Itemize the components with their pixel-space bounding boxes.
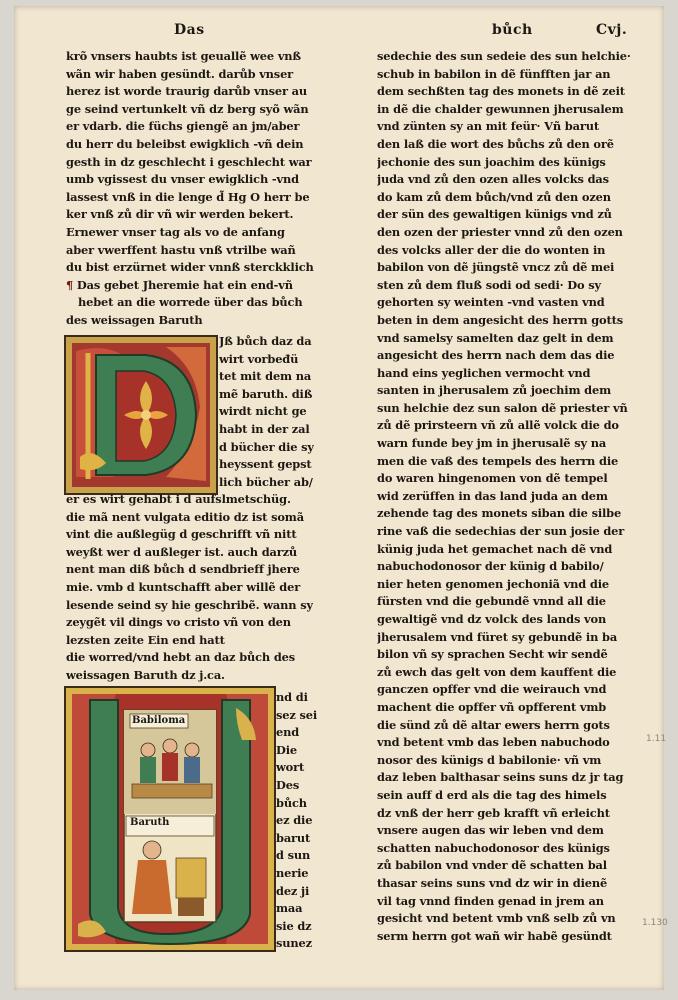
text-line: den ozen der priester vnnd zů den ozen [377, 224, 623, 239]
text-line: bůch [276, 795, 307, 810]
text-line: sun helchie dez sun salon dẽ priester vñ [377, 400, 628, 415]
text-line: nd di [276, 690, 308, 704]
text-line: dz vnß der herr geb krafft vñ erleicht [377, 805, 610, 820]
text-line: die worred/vnd hebt an daz bůch des [66, 650, 296, 665]
text-line: Jß bůch daz da [219, 334, 312, 348]
text-line: Ernewer vnser tag als vo de anfang [66, 224, 285, 239]
text-line: gesicht vnd betent vmb vnß selb zů vn [377, 911, 616, 926]
text-line: warn funde bey jm in jherusalẽ sy na [377, 436, 607, 451]
text-line: ge seind vertunkelt vñ dz berg syõ wãn [66, 101, 309, 116]
text-line: zehende tag des monets siban die silbe [377, 506, 622, 521]
text-line: hand eins yeglichen vermocht vnd [377, 365, 591, 380]
rubric-line [66, 277, 314, 295]
text-line: gesth in dz geschlecht i geschlecht war [66, 154, 312, 169]
text-line: machent die opffer vñ opfferent vmb [377, 699, 607, 714]
decorated-initial-d [64, 335, 218, 495]
text-line: er es wirt gehabt i d aufslmetschüg. [66, 492, 291, 506]
text-line: herez ist worde traurig darůb vnser au [66, 84, 307, 99]
text-line: barut [276, 830, 311, 845]
text-line: do kam zů dem bůch/vnd zů den ozen [377, 189, 611, 204]
text-line: die mã nent vulgata editio dz ist somã [66, 509, 304, 524]
text-beside-initial [219, 333, 314, 491]
text-line: vnd zünten sy an mit feür· Vñ barut [377, 119, 599, 134]
text-line: jechonie des sun joachim des künigs [377, 154, 606, 169]
text-line: beten in dem angesicht des herrn gotts [377, 312, 623, 327]
text-line: wãn wir haben gesündt. darůb vnser [66, 66, 294, 81]
text-line: aber vwerffent hastu vnß vtrilbe wañ [66, 242, 296, 257]
text-line: lassest vnß in die lenge d̃ Hg O herr be [66, 189, 310, 204]
text-line: den laß die wort des bůchs zů den orẽ [377, 136, 614, 151]
text-beside-miniature [276, 689, 317, 953]
text-line: men die vaß des tempels des herrn die [377, 453, 619, 468]
text-line: hebet an die worrede über das bůch [78, 295, 303, 310]
text-line: ker vnß zů dir vñ wir werden bekert. [66, 207, 294, 222]
text-line: mẽ baruth. diß [219, 386, 313, 401]
book-page [14, 6, 668, 990]
text-line: vnd samelsy samelten daz gelt in dem [377, 330, 614, 345]
text-line: künig juda het gemachet nach dẽ vnd [377, 541, 613, 556]
text-line: umb vgissest du vnser ewigklich ‑vnd [66, 172, 299, 187]
text-line: dem sechßten tag des monets in dẽ zeit [377, 84, 625, 99]
text-line: ganczen opffer vnd die weirauch vnd [377, 682, 607, 697]
left-column-lower [66, 491, 313, 685]
text-line: lesende seind sy hie geschribẽ. wann sy [66, 597, 313, 612]
text-line: krõ vnsers haubts ist geuallẽ wee vnß [66, 49, 301, 63]
right-column [377, 48, 631, 945]
text-line: fürsten vnd die gebundẽ vnnd all die [377, 594, 606, 609]
text-line: in dẽ die chalder gewunnen jherusalem [377, 101, 624, 116]
text-line: maa [276, 901, 303, 916]
rubric-line [66, 632, 313, 650]
text-line: vnd betent vmb das leben nabuchodo [377, 735, 610, 750]
text-line: juda vnd zů den ozen alles volcks das [377, 172, 609, 187]
text-line: weyßt wer d außleger ist. auch darzů [66, 544, 298, 559]
text-line: angesicht des herrn nach dem das die [377, 348, 615, 363]
text-line: die sünd zů dẽ altar ewers herrn gots [377, 717, 610, 732]
text-line: nerie [276, 865, 309, 880]
text-line: bilon vñ sy sprachen Secht wir sendẽ [377, 647, 608, 662]
folio-number: Cvj. [596, 22, 628, 38]
text-line: wirt vorbeđü [219, 351, 299, 366]
text-line: weissagen Baruth dz j.ca. [66, 667, 225, 682]
text-line: rine vaß die sedechias der sun josie der [377, 524, 625, 539]
text-line: thasar seins suns vnd dz wir in dienẽ [377, 875, 608, 890]
pencil-note: 1.130 [642, 918, 668, 928]
text-line: gewaltigẽ vnd dz volck des lands von [377, 612, 607, 626]
text-line: Das gebet Jheremie hat ein end‑vñ [76, 277, 293, 292]
text-line: lich bücher ab/ [219, 474, 313, 489]
text-line: dez ji [276, 883, 310, 898]
text-line: jherusalem vnd füret sy gebundẽ in ba [377, 629, 618, 644]
text-line: zů babilon vnd vnder dẽ schatten bal [377, 858, 607, 873]
text-line: des volcks aller der die do wonten in [377, 242, 606, 257]
running-head-left: Das [174, 22, 205, 38]
text-line: sez sei [276, 707, 318, 722]
text-line: daz leben balthasar seins suns dz jr tag [377, 770, 624, 785]
text-line: lezsten zeite Ein end hatt [66, 632, 225, 647]
text-line: nent man diß bůch d sendbrieff jhere [66, 562, 300, 577]
text-line: des weissagen Baruth [66, 312, 203, 327]
text-line: wid zerüffen in das land juda an dem [377, 488, 608, 503]
text-line: sie dz [276, 918, 312, 933]
text-line: vil tag vnnd finden genad in jrem an [377, 893, 604, 908]
text-line: zů dẽ prirsteern vñ zů allẽ volck die do [377, 418, 619, 433]
text-line: d sun [276, 848, 311, 863]
text-line: ez die [276, 813, 313, 828]
text-line: end [276, 725, 300, 740]
text-line: vint die außlegüg d geschrifft vñ nitt [66, 527, 297, 542]
text-line: schub in babilon in dẽ fünfften jar an [377, 66, 611, 81]
text-line: mie. vmb d kuntschafft aber willẽ der [66, 579, 301, 594]
text-line: sunez [276, 936, 312, 951]
miniature-label-top: Babiloma [132, 715, 186, 726]
text-line: Die [276, 742, 298, 757]
text-line: nabuchodonosor der künig d babilo/ [377, 559, 604, 574]
pencil-note: 1.11 [646, 734, 667, 744]
text-line: Des [276, 777, 300, 792]
text-line: du herr du beleibst ewigklich ‑vñ dein [66, 136, 304, 151]
text-line: heyssent gepst [219, 457, 312, 472]
text-line: der sün des gewaltigen künigs vnd zů [377, 207, 612, 222]
text-line: serm herrn got wañ wir habẽ gesündt [377, 928, 612, 943]
miniature-label-bottom: Baruth [130, 817, 170, 828]
text-line: vnsere augen das wir leben vnd dem [377, 823, 604, 838]
text-line: zů ewch das gelt von dem kauffent die [377, 664, 617, 679]
text-line: habt in der zal [219, 421, 310, 436]
text-line: sedechie des sun sedeie des sun helchie· [377, 49, 631, 63]
text-line: wort [276, 760, 305, 775]
left-column-top [66, 48, 314, 330]
text-line: wirdt nicht ge [219, 404, 307, 419]
text-line: nier heten genomen jechoniã vnd die [377, 576, 610, 591]
text-line: zeygẽt vil dings vo cristo vñ von den [66, 615, 291, 630]
running-head-center: bůch [492, 22, 533, 38]
text-line: do waren hingenomen von dẽ tempel [377, 471, 608, 486]
text-line: santen in jherusalem zů joechim dem [377, 383, 611, 398]
pilcrow-icon: ¶ [66, 277, 77, 292]
text-line: schatten nabuchodonosor des künigs [377, 840, 610, 855]
text-line: gehorten sy weinten ‑vnd vasten vnd [377, 295, 605, 310]
text-line: babilon von dẽ jüngstẽ vncz zů dẽ mei [377, 260, 615, 275]
text-line: tet mit dem na [219, 369, 312, 384]
text-line: d bücher die sy [219, 439, 314, 454]
text-line: er vdarb. die füchs giengẽ an jm/aber [66, 119, 300, 134]
text-line: nosor des künigs d babilonie· vñ vm [377, 752, 602, 767]
text-line: sein auff d erd als die tag des himels [377, 787, 607, 802]
text-line: sten zů dem fluß sodi od sedi· Do sy [377, 277, 601, 292]
text-line: du bist erzürnet wider vnnß sterckklich [66, 260, 314, 275]
